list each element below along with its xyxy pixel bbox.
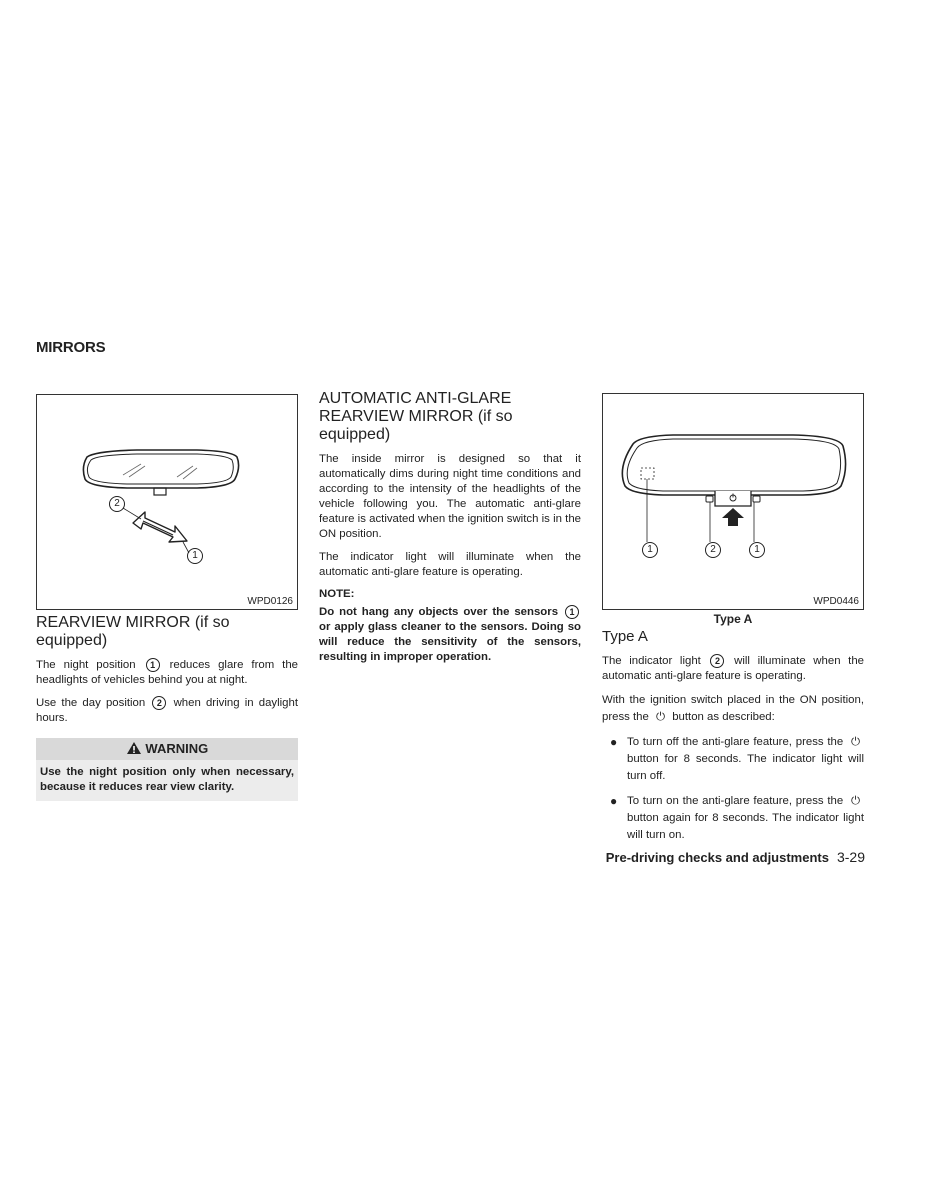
warning-title: WARNING: [145, 741, 209, 757]
warning-icon: [126, 741, 142, 755]
warning-header: [36, 738, 298, 760]
power-button-icon: ⏻: [850, 736, 860, 749]
section-title: MIRRORS: [36, 339, 106, 356]
middle-column: [319, 390, 581, 665]
turn-off-text-a: To turn off the anti-glare feature, press the: [627, 736, 844, 749]
ignition-text-a: With the ignition switch placed in the ON position, press the: [602, 694, 864, 724]
page-footer: [560, 849, 865, 865]
type-a-heading: Type A: [602, 628, 648, 645]
bullet-dot-icon: ●: [610, 794, 618, 809]
chapter-title: Pre-driving checks and adjustments: [605, 850, 829, 865]
rearview-mirror-heading: REARVIEW MIRROR (if so equipped): [36, 614, 230, 649]
power-button-icon: ⏻: [656, 711, 666, 724]
list-item-turn-on: [602, 793, 864, 844]
ignition-text-b: button as described:: [672, 711, 775, 724]
auto-mirror-illustration: [603, 394, 863, 609]
callout-2-indicator: 2: [705, 542, 721, 558]
auto-mirror-heading-line2: REARVIEW MIRROR (if so equipped): [319, 408, 513, 443]
night-position-paragraph: [36, 658, 298, 688]
auto-mirror-figure: [602, 393, 864, 610]
callout-1-inline: 1: [146, 658, 160, 672]
figure-code: WPD0126: [247, 596, 293, 607]
turn-on-text-b: button again for 8 seconds. The indicator light will turn on.: [627, 812, 864, 842]
indicator-paragraph: [602, 654, 864, 684]
bullet-dot-icon: ●: [610, 735, 618, 750]
figure-caption: Type A: [713, 612, 753, 626]
instruction-list: [602, 734, 864, 844]
day-position-paragraph: [36, 696, 298, 726]
note-text-b: or apply glass cleaner to the sensors. Doing so will reduce the sensitivity of the sensors, resulting in improper operation.: [319, 621, 581, 664]
figure-code: WPD0446: [813, 596, 859, 607]
rearview-mirror-illustration: [37, 395, 297, 609]
day-text-b: when driving in daylight hours.: [36, 697, 298, 725]
night-text-a: The night position: [36, 659, 136, 672]
list-item-turn-off: [602, 734, 864, 785]
note-label: NOTE:: [319, 588, 355, 600]
turn-on-text-a: To turn on the anti-glare feature, press the: [627, 795, 844, 808]
day-text-a: Use the day position: [36, 697, 146, 710]
warning-text: Use the night position only when necessary, because it reduces rear view clarity.: [36, 760, 298, 801]
note-text-a: Do not hang any objects over the sensors: [319, 606, 559, 619]
callout-1-note: 1: [565, 605, 579, 619]
turn-off-text-b: button for 8 seconds. The indicator light will turn off.: [627, 753, 864, 783]
left-column: [36, 394, 298, 801]
right-column: [602, 393, 864, 852]
note-body: [319, 605, 581, 665]
auto-mirror-paragraph-1: The inside mirror is designed so that it automatically dims during night time conditions and according to the intensity of the headlights of the vehicle following you. The automatic anti-glare feature is activated when the ignition switch is in the ON position.: [319, 453, 581, 540]
callout-2-inline-right: 2: [710, 654, 724, 668]
power-button-icon: ⏻: [850, 795, 860, 808]
callout-1-right-sensor: 1: [749, 542, 765, 558]
auto-mirror-paragraph-2: The indicator light will illuminate when the automatic anti-glare feature is operating.: [319, 551, 581, 578]
callout-2-inline: 2: [152, 696, 166, 710]
callout-2: 2: [109, 496, 125, 512]
night-text-b: reduces glare from the headlights of vehicles behind you at night.: [36, 659, 299, 687]
page-number: 3-29: [836, 849, 865, 865]
callout-1-left-sensor: 1: [642, 542, 658, 558]
callout-1: 1: [187, 548, 203, 564]
ignition-paragraph: [602, 692, 864, 726]
indicator-text-a: The indicator light: [602, 655, 701, 668]
auto-mirror-heading-line1: AUTOMATIC ANTI-GLARE: [319, 390, 512, 407]
rearview-mirror-figure: [36, 394, 298, 610]
indicator-text-b: will illuminate when the automatic anti-glare feature is operating.: [602, 655, 865, 683]
